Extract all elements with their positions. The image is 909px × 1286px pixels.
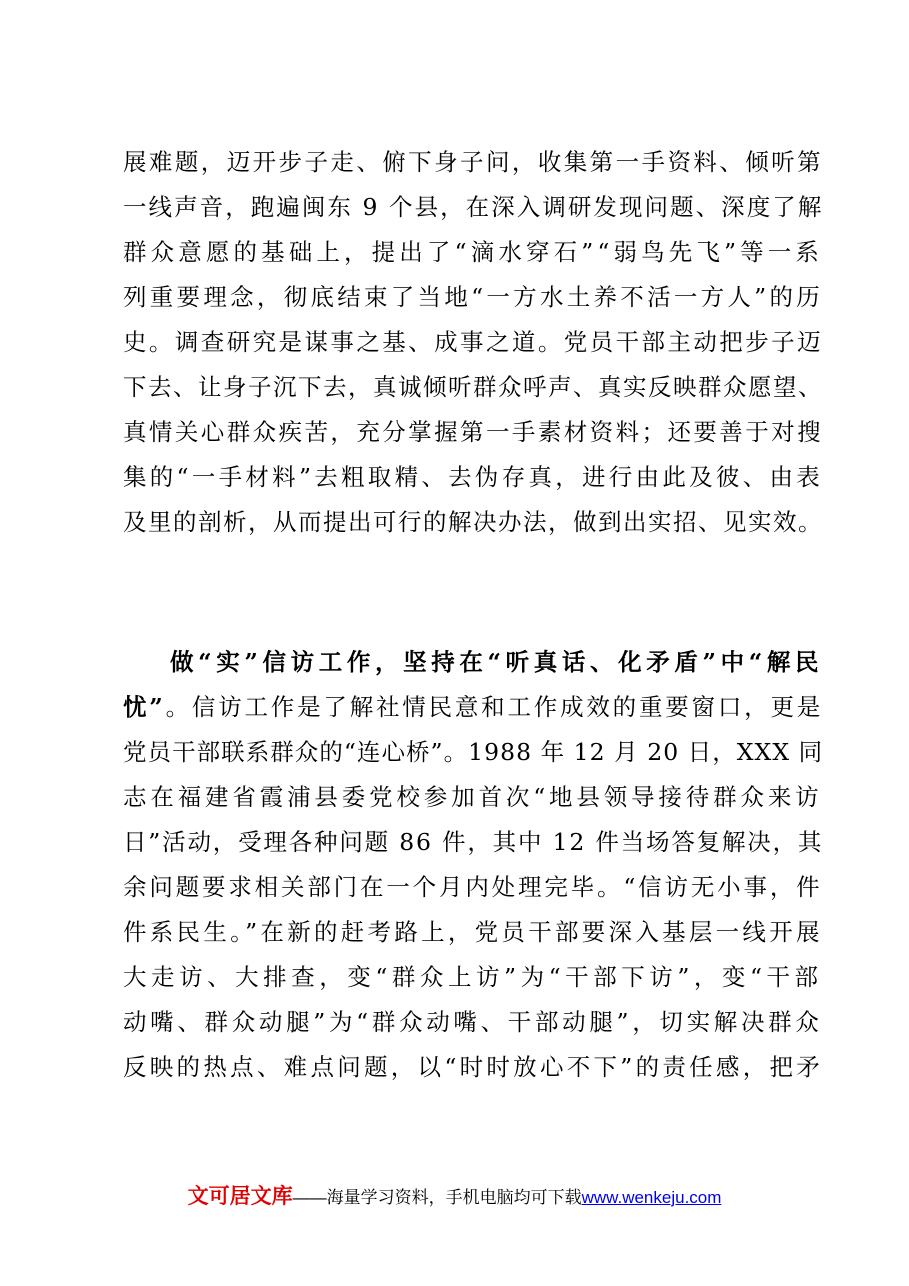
footer-slogan: ——海量学习资料，手机电脑均可下载 [292, 1188, 582, 1207]
paragraph-petition [123, 640, 823, 1090]
text-line: 件系民生。”在新的赶考路上，党员干部要深入基层一线开展 [123, 918, 823, 946]
text-line: 大走访、大排查，变“群众上访”为“干部下访”，变“干部 [123, 963, 823, 991]
text-line: 展难题，迈开步子走、俯下身子问，收集第一手资料、倾听第 [123, 148, 823, 176]
text-line-rest: 。信访工作是了解社情民意和工作成效的重要窗口，更是 [165, 693, 824, 721]
text-line: 及里的剖析，从而提出可行的解决办法，做到出实招、见实效。 [123, 508, 823, 536]
text-line: 反映的热点、难点问题，以“时时放心不下”的责任感，把矛 [123, 1053, 824, 1081]
website-link[interactable]: www.wenkeju.com [581, 1188, 722, 1207]
footer-banner [0, 1180, 909, 1210]
brand-name: 文可居文库 [187, 1185, 293, 1208]
section-heading: 做“实”信访工作，坚持在“听真话、化矛盾”中“解民 [170, 648, 824, 676]
text-line: 党员干部联系群众的“连心桥”。1988 年 12 月 20 日，XXX 同 [123, 738, 824, 766]
text-line: 集的“一手材料”去粗取精、去伪存真，进行由此及彼、由表 [123, 463, 824, 491]
text-line: 史。调查研究是谋事之基、成事之道。党员干部主动把步子迈 [123, 328, 823, 356]
paragraph-research [123, 140, 823, 545]
text-line: 列重要理念，彻底结束了当地“一方水土养不活一方人”的历 [123, 283, 824, 311]
text-line: 一线声音，跑遍闽东 9 个县，在深入调研发现问题、深度了解 [123, 193, 824, 221]
text-line: 志在福建省霞浦县委党校参加首次“地县领导接待群众来访 [123, 783, 823, 811]
text-line: 日”活动，受理各种问题 86 件，其中 12 件当场答复解决，其 [123, 828, 824, 856]
text-line: 动嘴、群众动腿”为“群众动嘴、干部动腿”，切实解决群众 [123, 1008, 823, 1036]
text-line: 真情关心群众疾苦，充分掌握第一手素材资料；还要善于对搜 [123, 418, 823, 446]
section-heading-end: 忧” [123, 693, 166, 721]
text-line: 下去、让身子沉下去，真诚倾听群众呼声、真实反映群众愿望、 [123, 373, 823, 401]
text-line: 余问题要求相关部门在一个月内处理完毕。“信访无小事，件 [123, 873, 823, 901]
text-line [123, 685, 823, 730]
text-line: 群众意愿的基础上，提出了“滴水穿石”“弱鸟先飞”等一系 [123, 238, 824, 266]
